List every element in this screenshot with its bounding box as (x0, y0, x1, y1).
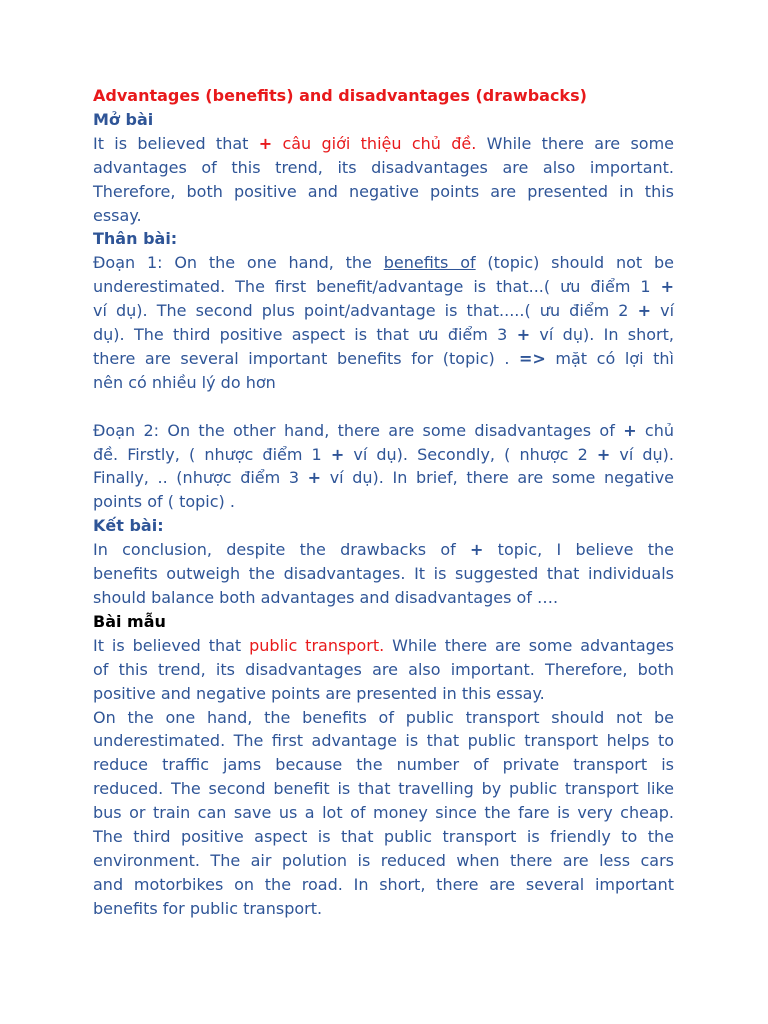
body-p2-line-4: points of ( topic) . (93, 492, 235, 512)
document-title: Advantages (benefits) and disadvantages (drawbacks) (93, 86, 587, 105)
sample-line-11: and motorbikes on the road. In short, there are several important (93, 874, 674, 894)
sample-line-7: reduced. The second benefit is that travelling by public transport like (93, 779, 674, 799)
intro-heading: Mở bài (93, 109, 154, 129)
body-p1-line-5: there are several important benefits for (topic) . => mặt có lợi thì (93, 348, 674, 368)
conclusion-line-3: should balance both advantages and disadvantages of …. (93, 588, 559, 608)
body-p1-line-2: underestimated. The first benefit/advantage is that...( ưu điểm 1 + (93, 277, 674, 297)
intro-line-3: Therefore, both positive and negative points are presented in this (93, 181, 674, 201)
body-p2-line-1: Đoạn 2: On the other hand, there are some disadvantages of + chủ (93, 420, 675, 440)
body-p1-line-4: dụ). The third positive aspect is that ưu điểm 3 + ví dụ). In short, (93, 325, 674, 345)
body-p2-line-2: đề. Firstly, ( nhược điểm 1 + ví dụ). Secondly, ( nhược 2 + ví dụ). (93, 444, 675, 464)
sample-line-4: On the one hand, the benefits of public transport should not be (93, 707, 674, 727)
sample-line-12: benefits for public transport. (93, 898, 323, 918)
sample-line-3: positive and negative points are presented in this essay. (93, 683, 545, 703)
sample-line-9: The third positive aspect is that public transport is friendly to the (93, 827, 674, 847)
sample-line-6: reduce traffic jams because the number of private transport is (93, 755, 674, 775)
body-p1-line-3: ví dụ). The second plus point/advantage is that.....( ưu điểm 2 + ví (93, 301, 675, 321)
sample-line-8: bus or train can save us a lot of money since the fare is very cheap. (93, 803, 674, 823)
body-heading: Thân bài: (93, 229, 178, 249)
conclusion-line-1: In conclusion, despite the drawbacks of + topic, I believe the (93, 540, 675, 560)
conclusion-line-2: benefits outweigh the disadvantages. It is suggested that individuals (93, 564, 674, 584)
sample-line-5: underestimated. The first advantage is that public transport helps to (93, 731, 674, 751)
sample-heading: Bài mẫu (93, 611, 166, 631)
body-p1-line-1: Đoạn 1: On the one hand, the benefits of (topic) should not be (93, 253, 675, 273)
intro-line-4: essay. (93, 205, 142, 225)
intro-line-2: advantages of this trend, its disadvantages are also important. (93, 157, 674, 177)
body-p2-line-3: Finally, .. (nhược điểm 3 + ví dụ). In brief, there are some negative (93, 468, 675, 488)
sample-line-2: of this trend, its disadvantages are also important. Therefore, both (93, 659, 674, 679)
document-page (93, 84, 674, 921)
blank-line (93, 395, 674, 419)
body-p1-line-6: nên có nhiều lý do hơn (93, 372, 276, 392)
sample-line-1: It is believed that public transport. While there are some advantages (93, 635, 675, 655)
conclusion-heading: Kết bài: (93, 516, 164, 536)
intro-line-1: It is believed that + câu giới thiệu chủ đề. While there are some (93, 133, 675, 153)
sample-line-10: environment. The air polution is reduced when there are less cars (93, 850, 674, 870)
